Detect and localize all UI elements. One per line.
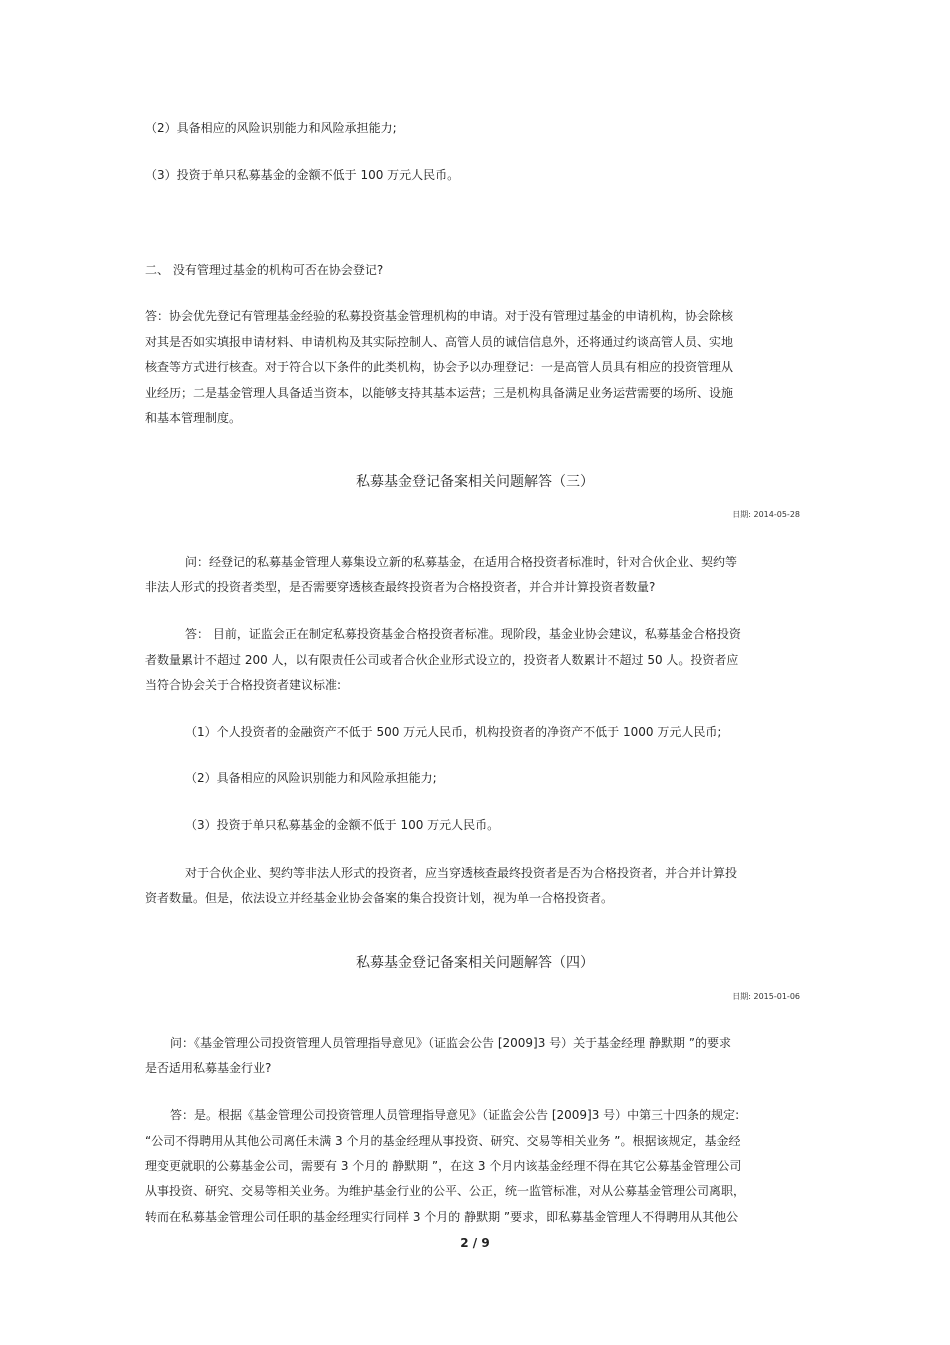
text-line: 当符合协会关于合格投资者建议标准: bbox=[145, 678, 342, 692]
text-line: 业经历；二是基金管理人具备适当资本，以能够支持其基本运营；三是机构具备满足业务运营需要的场所、设施 bbox=[145, 386, 734, 400]
section-title: 私募基金登记备案相关问题解答（四） bbox=[356, 955, 594, 971]
text-line: （2）具备相应的风险识别能力和风险承担能力; bbox=[145, 121, 397, 135]
section-title: 私募基金登记备案相关问题解答（三） bbox=[356, 474, 594, 490]
text-line: 核查等方式进行核查。对于符合以下条件的此类机构，协会予以办理登记：一是高管人员具有相应的投资管理从 bbox=[145, 360, 734, 374]
text-line: 问：经登记的私募基金管理人募集设立新的私募基金，在适用合格投资者标准时，针对合伙企业、契约等 bbox=[185, 555, 738, 569]
section-heading: 二、 没有管理过基金的机构可否在协会登记? bbox=[145, 263, 384, 277]
text-line: 非法人形式的投资者类型，是否需要穿透核查最终投资者为合格投资者，并合并计算投资者数量? bbox=[145, 580, 656, 594]
text-line: 是否适用私募基金行业? bbox=[145, 1061, 272, 1075]
text-line: 答：是。根据《基金管理公司投资管理人员管理指导意见》（证监会公告 [2009]3 号）中第三十四条的规定: bbox=[170, 1108, 740, 1122]
text-line: 对于合伙企业、契约等非法人形式的投资者，应当穿透核查最终投资者是否为合格投资者，并合并计算投 bbox=[185, 866, 738, 880]
text-line: 问：《基金管理公司投资管理人员管理指导意见》（证监会公告 [2009]3 号）关于基金经理 静默期 ”的要求 bbox=[170, 1036, 732, 1050]
text-line: “公司不得聘用从其他公司离任未满 3 个月的基金经理从事投资、研究、交易等相关业务 ”。根据该规定，基金经 bbox=[145, 1134, 741, 1148]
page-number: 2 / 9 bbox=[460, 1236, 490, 1250]
text-line: （3）投资于单只私募基金的金额不低于 100 万元人民币。 bbox=[185, 818, 500, 832]
text-line: 答： 目前，证监会正在制定私募投资基金合格投资者标准。现阶段，基金业协会建议，私募基金合格投资 bbox=[185, 627, 741, 641]
text-line: 者数量累计不超过 200 人，以有限责任公司或者合伙企业形式设立的，投资者人数累计不超过 50 人。投资者应 bbox=[145, 653, 739, 667]
text-line: 从事投资、研究、交易等相关业务。为维护基金行业的公平、公正，统一监管标准，对从公募基金管理公司离职， bbox=[145, 1184, 746, 1198]
text-line: 和基本管理制度。 bbox=[145, 411, 242, 425]
text-line: （3）投资于单只私募基金的金额不低于 100 万元人民币。 bbox=[145, 168, 460, 182]
text-line: 资者数量。但是，依法设立并经基金业协会备案的集合投资计划，视为单一合格投资者。 bbox=[145, 891, 614, 905]
text-line: 转而在私募基金管理公司任职的基金经理实行同样 3 个月的 静默期 ”要求，即私募基金管理人不得聘用从其他公 bbox=[145, 1210, 739, 1224]
text-line: （2）具备相应的风险识别能力和风险承担能力; bbox=[185, 771, 437, 785]
text-line: 理变更就职的公募基金公司，需要有 3 个月的 静默期 ”，在这 3 个月内该基金经理不得在其它公募基金管理公司 bbox=[145, 1159, 742, 1173]
text-line: 对其是否如实填报申请材料、申请机构及其实际控制人、高管人员的诚信信息外，还将通过约谈高管人员、实地 bbox=[145, 335, 734, 349]
text-line: 答：协会优先登记有管理基金经验的私募投资基金管理机构的申请。对于没有管理过基金的申请机构，协会除核 bbox=[145, 309, 734, 323]
date-label: 日期: 2014-05-28 bbox=[732, 510, 800, 519]
text-line: （1）个人投资者的金融资产不低于 500 万元人民币，机构投资者的净资产不低于 1000 万元人民币; bbox=[185, 725, 722, 739]
date-label: 日期: 2015-01-06 bbox=[732, 992, 800, 1001]
